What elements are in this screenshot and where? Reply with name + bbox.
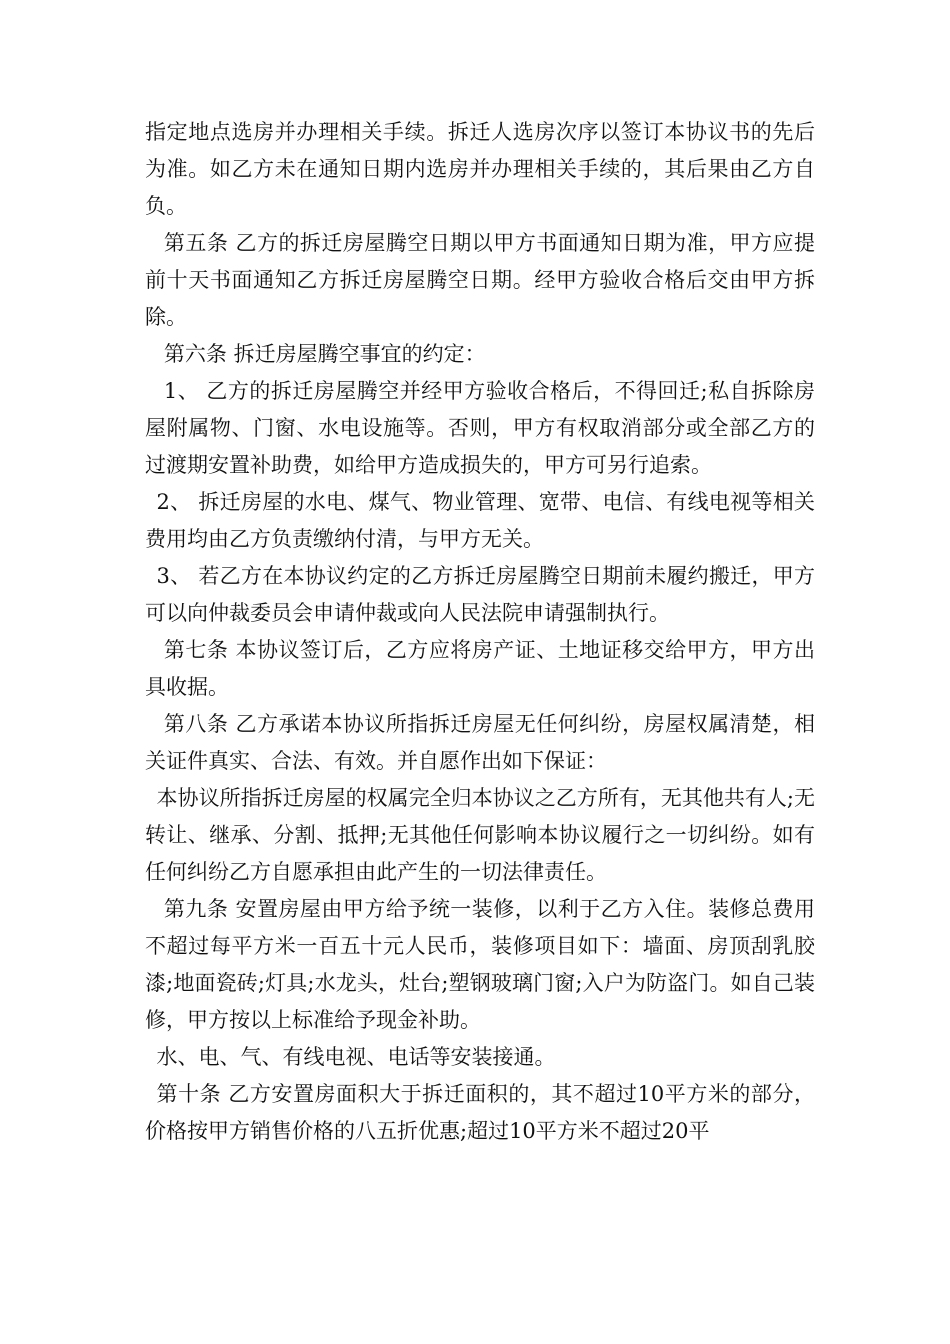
paragraph-article-6-item-3: 3、 若乙方在本协议约定的乙方拆迁房屋腾空日期前未履约搬迁，甲方可以向仲裁委员会申请仲裁或向人民法院申请强制执行。	[145, 564, 815, 625]
paragraph-article-5: 第五条 乙方的拆迁房屋腾空日期以甲方书面通知日期为准，甲方应提前十天书面通知乙方拆迁房屋腾空日期。经甲方验收合格后交由甲方拆除。	[145, 231, 815, 329]
paragraph-article-6-item-2: 2、 拆迁房屋的水电、煤气、物业管理、宽带、电信、有线电视等相关费用均由乙方负责缴纳付清，与甲方无关。	[145, 490, 815, 551]
document-body	[145, 114, 815, 1150]
paragraph-article-8-guarantee: 本协议所指拆迁房屋的权属完全归本协议之乙方所有，无其他共有人;无转让、继承、分割、抵押;无其他任何影响本协议履行之一切纠纷。如有任何纠纷乙方自愿承担由此产生的一切法律责任。	[145, 786, 815, 884]
paragraph-article-7: 第七条 本协议签订后，乙方应将房产证、土地证移交给甲方，甲方出具收据。	[145, 638, 815, 699]
paragraph-article-9: 第九条 安置房屋由甲方给予统一装修，以利于乙方入住。装修总费用不超过每平方米一百五十元人民币，装修项目如下：墙面、房顶刮乳胶漆;地面瓷砖;灯具;水龙头，灶台;塑钢玻璃门窗;入户为防盗门。如自己装修，甲方按以上标准给予现金补助。	[145, 897, 815, 1032]
paragraph-article-6: 第六条 拆迁房屋腾空事宜的约定：	[163, 342, 486, 366]
paragraph-1: 指定地点选房并办理相关手续。拆迁人选房次序以签订本协议书的先后为准。如乙方未在通知日期内选房并办理相关手续的，其后果由乙方自负。	[145, 120, 815, 218]
paragraph-article-10: 第十条 乙方安置房面积大于拆迁面积的，其不超过10平方米的部分，价格按甲方销售价格的八五折优惠;超过10平方米不超过20平	[145, 1082, 815, 1143]
paragraph-article-6-item-1: 1、 乙方的拆迁房屋腾空并经甲方验收合格后，不得回迁;私自拆除房屋附属物、门窗、水电设施等。否则，甲方有权取消部分或全部乙方的过渡期安置补助费，如给甲方造成损失的，甲方可另行追索。	[145, 379, 815, 477]
paragraph-article-9-utilities: 水、电、气、有线电视、电话等安装接通。	[156, 1045, 556, 1069]
paragraph-article-8: 第八条 乙方承诺本协议所指拆迁房屋无任何纠纷，房屋权属清楚，相关证件真实、合法、有效。并自愿作出如下保证：	[145, 712, 815, 773]
